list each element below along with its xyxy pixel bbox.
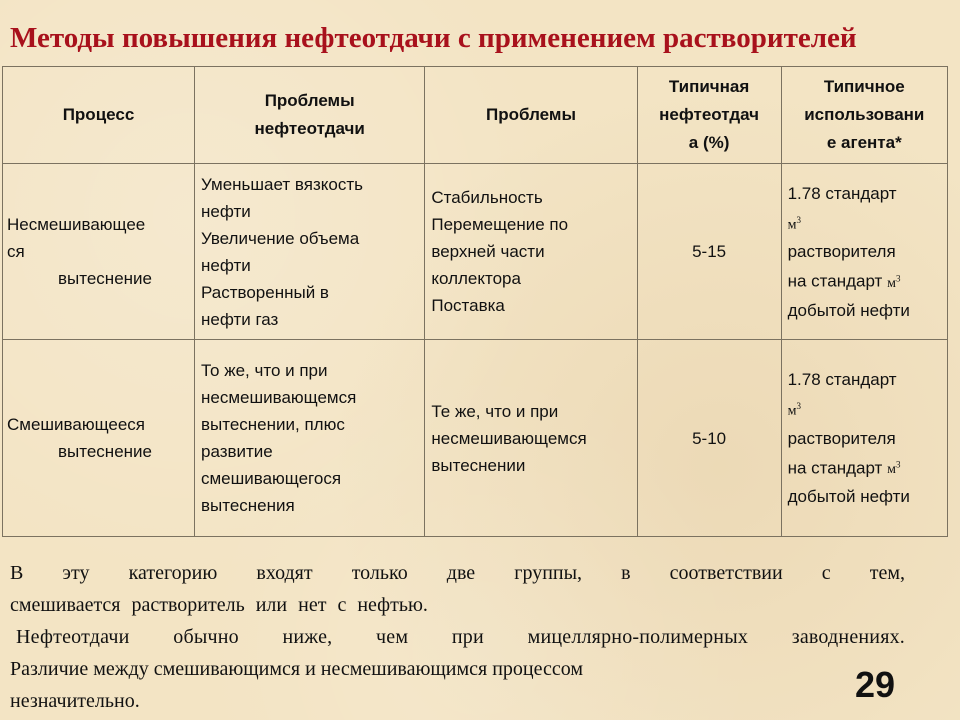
header-agent-usage-line: е агента* — [826, 133, 902, 152]
unit-label — [788, 207, 941, 239]
text-line: Уменьшает вязкость — [200, 174, 363, 194]
text-line: добытой нефти — [787, 300, 910, 320]
cell-agent-usage — [781, 164, 947, 340]
unit-label — [887, 459, 901, 478]
process-line: вытеснение — [58, 442, 152, 462]
table-row — [3, 164, 948, 340]
unit-label — [887, 273, 901, 291]
note-line: смешивается растворитель или нет с нефтью. — [10, 594, 428, 616]
text-line: коллектора — [431, 269, 521, 289]
note-line: незначительно. — [10, 690, 140, 712]
header-agent-usage-line: Типичное — [823, 77, 905, 96]
header-recovery-problems — [194, 67, 424, 164]
unit-text: м — [787, 217, 797, 233]
cell-recovery-problems — [194, 164, 424, 340]
unit-superscript: 3 — [796, 401, 801, 412]
text-line: 1.78 стандарт — [787, 183, 897, 203]
header-recovery-problems-line: Проблемы — [264, 91, 355, 110]
text-line: вытеснении — [431, 455, 526, 475]
text-line: развитие — [200, 442, 273, 462]
header-agent-usage-line: использовани — [804, 105, 925, 124]
cell-problems — [425, 164, 637, 340]
text-line: несмешивающемся — [200, 388, 357, 408]
text-line: То же, что и при — [200, 361, 328, 381]
text-line: Увеличение объема — [200, 228, 360, 248]
slide-title: Методы повышения нефтеотдачи с применением растворителей — [10, 22, 857, 54]
cell-typical-recovery — [637, 164, 781, 340]
note-line: В эту категорию входят только две группы, в соответствии с тем, — [10, 562, 905, 584]
cell-agent-usage — [781, 340, 947, 537]
text-line: Поставка — [431, 296, 505, 316]
unit-text: м — [787, 403, 797, 419]
text-line: Те же, что и при — [431, 401, 559, 421]
notes-text — [10, 557, 905, 717]
cell-process — [3, 164, 195, 340]
text-line: нефти — [200, 201, 251, 221]
process-line: Несмешивающее — [7, 215, 146, 235]
text-line: верхней части — [431, 242, 545, 262]
header-typical-recovery — [637, 67, 781, 164]
text-line: вытеснения — [200, 496, 295, 516]
unit-superscript: 3 — [895, 459, 901, 470]
header-recovery-problems-line: нефтеотдачи — [254, 119, 365, 138]
unit-superscript: 3 — [796, 214, 801, 225]
text-line: несмешивающемся — [431, 428, 587, 448]
note-line: Различие между смешивающимся и несмешивающимся процессом — [10, 658, 584, 680]
table-row — [3, 340, 948, 537]
recovery-value: 5-15 — [692, 242, 727, 262]
table-header-row — [3, 67, 948, 164]
text-line: Растворенный в — [200, 282, 329, 302]
text-line: Перемещение по — [431, 215, 569, 235]
process-line: ся — [7, 242, 25, 262]
header-agent-usage — [781, 67, 947, 164]
header-typical-recovery-line: нефтеотдач — [659, 105, 760, 124]
header-problems — [425, 67, 637, 164]
text-line: нефти газ — [200, 309, 279, 329]
header-typical-recovery-line: Типичная — [668, 77, 750, 96]
unit-superscript: 3 — [895, 273, 901, 284]
process-line: Смешивающееся — [7, 415, 146, 435]
cell-typical-recovery — [637, 340, 781, 537]
cell-recovery-problems — [194, 340, 424, 537]
text-line: 1.78 стандарт — [787, 370, 897, 390]
unit-text: м — [887, 275, 896, 291]
header-process — [3, 67, 195, 164]
cell-process — [3, 340, 195, 537]
text-line: вытеснении, плюс — [200, 415, 345, 435]
text-line: добытой нефти — [787, 487, 910, 507]
header-typical-recovery-line: а (%) — [688, 133, 730, 152]
unit-label — [788, 393, 941, 425]
text-line — [788, 452, 941, 484]
header-problems-line: Проблемы — [486, 105, 576, 124]
page-number: 29 — [855, 664, 896, 705]
process-line: вытеснение — [58, 269, 152, 289]
comparison-table — [2, 66, 948, 537]
comparison-table-container — [2, 66, 948, 537]
text-fragment: на стандарт — [787, 271, 883, 291]
recovery-value: 5-10 — [692, 428, 727, 448]
text-line: нефти — [200, 255, 251, 275]
text-fragment: на стандарт — [787, 458, 883, 478]
cell-problems — [425, 340, 637, 537]
text-line: растворителя — [787, 428, 896, 448]
unit-text: м — [887, 462, 896, 478]
text-line: растворителя — [787, 242, 896, 262]
text-line: смешивающегося — [200, 469, 342, 489]
note-line: Нефтеотдачи обычно ниже, чем при мицеллярно-полимерных заводнениях. — [16, 626, 905, 648]
text-line — [788, 265, 941, 297]
header-process-line: Процесс — [62, 105, 135, 124]
text-line: Стабильность — [431, 188, 543, 208]
